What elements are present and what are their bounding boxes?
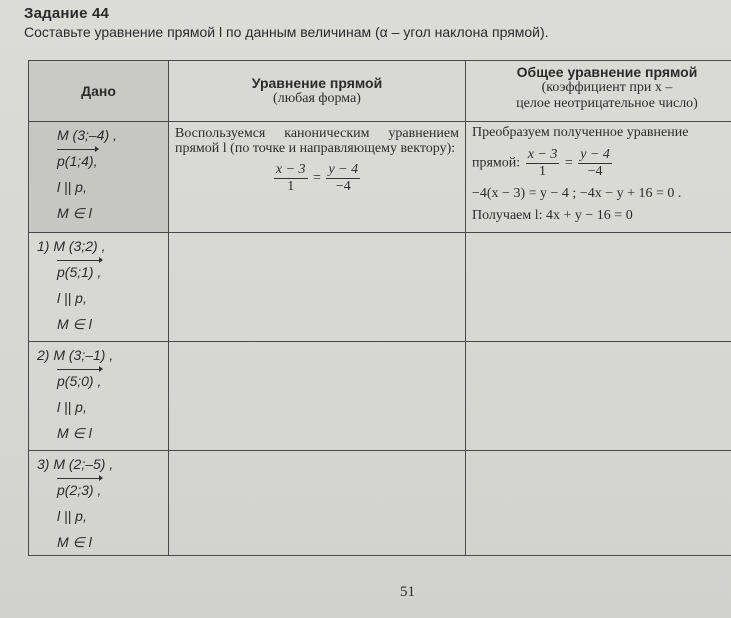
fraction-left bbox=[274, 162, 308, 195]
vector-arrow: p(1;4), bbox=[57, 148, 97, 174]
straight-label: прямой: bbox=[472, 155, 521, 171]
task-3-parallel: l || p, bbox=[57, 508, 87, 524]
fraction-right-den: −4 bbox=[335, 179, 351, 194]
task-3-point bbox=[29, 451, 168, 477]
task-1-belongs: M ∈ l bbox=[57, 316, 92, 332]
example-vector bbox=[29, 148, 168, 174]
task-3-belongs: M ∈ l bbox=[57, 534, 92, 550]
fraction-left-num: x − 3 bbox=[275, 162, 306, 177]
example-given-cell bbox=[29, 122, 169, 233]
task-statement: Составьте уравнение прямой l по данным величинам (α – угол наклона прямой). bbox=[24, 24, 549, 40]
task-2-belongs: M ∈ l bbox=[57, 425, 92, 441]
step-line: −4(x − 3) = y − 4 ; −4x − y + 16 = 0 . bbox=[472, 186, 682, 201]
header-general-sub2: целое неотрицательное число) bbox=[516, 96, 698, 111]
gen-fraction-left-den: 1 bbox=[539, 164, 547, 179]
table-header-row bbox=[29, 61, 731, 122]
vector-arrow: p(2;3) , bbox=[57, 477, 101, 503]
example-belongs: M ∈ l bbox=[57, 205, 92, 221]
task-row-3 bbox=[29, 451, 731, 556]
header-equation-title: Уравнение прямой bbox=[251, 75, 383, 91]
fraction-right bbox=[326, 162, 360, 195]
task-row-1 bbox=[29, 233, 731, 342]
gen-fraction-left bbox=[526, 147, 560, 180]
example-equation-cell bbox=[169, 122, 466, 233]
task-2-parallel: l || p, bbox=[57, 399, 87, 415]
task-2-equation-answer[interactable] bbox=[169, 342, 466, 451]
vector-arrow: p(5;1) , bbox=[57, 259, 101, 285]
task-2-given-cell bbox=[29, 342, 169, 451]
task-1-equation-answer[interactable] bbox=[169, 233, 466, 342]
task-3-vector bbox=[29, 477, 168, 503]
canonical-equation bbox=[169, 160, 465, 195]
task-1-point bbox=[29, 233, 168, 259]
task-row-2 bbox=[29, 342, 731, 451]
task-3-general-answer[interactable] bbox=[466, 451, 731, 556]
equals-sign: = bbox=[313, 170, 321, 186]
task-2-point-text: M (3;–1) , bbox=[53, 347, 114, 363]
header-equation-sub: (любая форма) bbox=[273, 91, 361, 106]
header-equation bbox=[169, 61, 466, 122]
task-1-point-text: M (3;2) , bbox=[53, 238, 106, 254]
gen-equals-sign: = bbox=[564, 155, 573, 171]
canonical-text: Воспользуемся каноническим уравнением прямой l (по точке и направляющему вектору): bbox=[175, 126, 459, 156]
result-line: Получаем l: 4x + y − 16 = 0 bbox=[472, 208, 633, 223]
example-general-cell bbox=[466, 122, 731, 233]
header-given-label: Дано bbox=[81, 83, 116, 99]
vector-arrow: p(5;0) , bbox=[57, 368, 101, 394]
gen-fraction-right-num: y − 4 bbox=[580, 147, 610, 162]
header-general bbox=[466, 61, 731, 122]
gen-fraction-left-num: x − 3 bbox=[527, 147, 558, 162]
task-1-given-cell bbox=[29, 233, 169, 342]
task-3-given-cell bbox=[29, 451, 169, 556]
task-1-general-answer[interactable] bbox=[466, 233, 731, 342]
transform-equation bbox=[466, 144, 731, 183]
gen-fraction-right bbox=[578, 147, 612, 180]
example-point: M (3;–4) , bbox=[57, 127, 117, 143]
task-3-number: 3) bbox=[37, 456, 50, 472]
task-2-vector bbox=[29, 368, 168, 394]
page-number: 51 bbox=[400, 584, 415, 600]
gen-fraction-right-den: −4 bbox=[587, 164, 603, 179]
header-general-sub1: (коэффициент при x – bbox=[541, 80, 673, 95]
fraction-left-den: 1 bbox=[287, 179, 295, 194]
task-1-parallel: l || p, bbox=[57, 290, 87, 306]
answer-table bbox=[28, 60, 731, 556]
transform-text: Преобразуем полученное уравнение bbox=[472, 125, 689, 140]
task-3-point-text: M (2;–5) , bbox=[53, 456, 114, 472]
task-2-number: 2) bbox=[37, 347, 50, 363]
task-2-point bbox=[29, 342, 168, 368]
example-row bbox=[29, 122, 731, 233]
task-title: Задание 44 bbox=[24, 5, 110, 22]
example-parallel: l || p, bbox=[57, 179, 87, 195]
task-3-equation-answer[interactable] bbox=[169, 451, 466, 556]
task-1-vector bbox=[29, 259, 168, 285]
header-given bbox=[29, 61, 169, 122]
header-general-title: Общее уравнение прямой bbox=[516, 64, 698, 80]
task-1-number: 1) bbox=[37, 238, 50, 254]
fraction-right-num: y − 4 bbox=[328, 162, 359, 177]
task-2-general-answer[interactable] bbox=[466, 342, 731, 451]
